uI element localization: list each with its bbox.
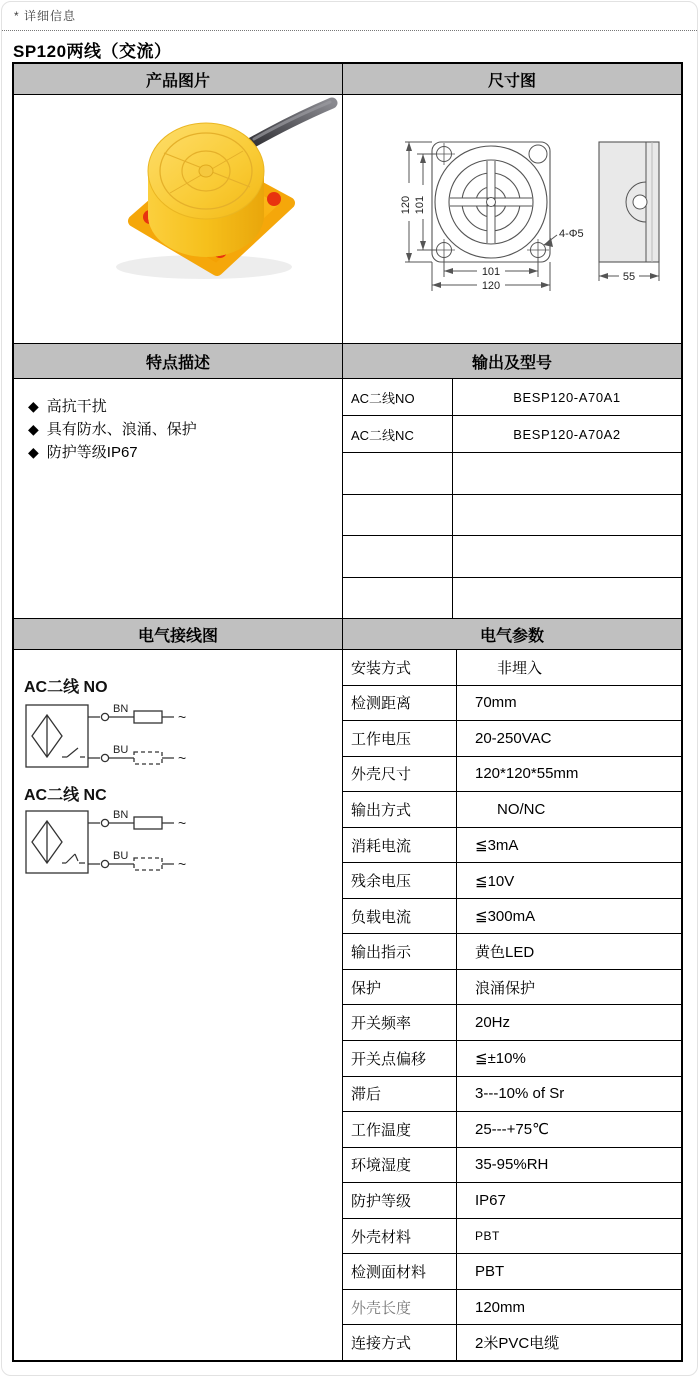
param-value: 120mm (475, 1298, 526, 1316)
ac-tilde: ~ (178, 815, 187, 831)
output-model-cell (343, 379, 681, 618)
param-value: 黄色LED (475, 944, 535, 962)
output-row (343, 416, 681, 453)
param-value: 浪涌保护 (475, 979, 536, 997)
wire-bu-label: BU (113, 850, 129, 862)
param-value: 70mm (475, 694, 517, 712)
output-row (343, 453, 681, 495)
output-type (343, 453, 453, 494)
param-row (343, 1112, 681, 1148)
dim-120-horizontal: 120 (481, 280, 501, 292)
param-value: 120*120*55mm (475, 765, 579, 783)
param-label: 开关频率 (343, 1005, 457, 1040)
diamond-bullet-icon: ◆ (28, 398, 39, 414)
wiring-header: 电气接线图 (14, 619, 343, 649)
param-value: NO/NC (497, 800, 546, 818)
dotted-divider (2, 30, 697, 31)
param-value: 非埋入 (497, 659, 543, 677)
output-model: BESP120-A70A2 (513, 426, 621, 442)
feature-item (28, 418, 342, 441)
param-value: PBT (475, 1263, 505, 1281)
param-value: PBT (475, 1229, 500, 1244)
param-value: 20Hz (475, 1014, 511, 1032)
feature-item (28, 441, 342, 464)
product-image-header: 产品图片 (14, 64, 343, 94)
param-label: 连接方式 (343, 1325, 457, 1360)
dimension-header: 尺寸图 (487, 72, 536, 90)
param-label: 负载电流 (343, 899, 457, 934)
feature-text: 防护等级IP67 (46, 444, 138, 461)
param-row (343, 828, 681, 864)
param-row (343, 1183, 681, 1219)
param-value: 3---10% of Sr (475, 1085, 565, 1103)
wire-bu-label: BU (113, 744, 129, 756)
wiring-diagram (14, 660, 342, 910)
param-value: 25---+75℃ (475, 1121, 549, 1139)
wiring-no-label: AC二线 NO (24, 679, 108, 696)
param-value: IP67 (475, 1191, 506, 1209)
feature-text: 高抗干扰 (46, 398, 107, 415)
output-model (453, 578, 681, 619)
param-label: 输出方式 (343, 792, 457, 827)
output-model: BESP120-A70A1 (513, 389, 621, 405)
ac-tilde: ~ (178, 709, 187, 725)
param-label: 开关点偏移 (343, 1041, 457, 1076)
output-row (343, 578, 681, 619)
param-value: ≦10V (475, 872, 515, 890)
diamond-bullet-icon: ◆ (28, 444, 39, 460)
param-row (343, 650, 681, 686)
output-row (343, 495, 681, 537)
dim-101-horizontal: 101 (481, 266, 501, 278)
electrical-params-cell (343, 650, 681, 1360)
dim-depth-label: 55 (622, 271, 636, 283)
header-row-2 (14, 344, 681, 379)
spec-table (12, 62, 683, 1362)
features-header: 特点描述 (14, 344, 343, 378)
dim-holes-label: 4-Φ5 (559, 228, 584, 240)
param-label: 外壳长度 (343, 1290, 457, 1325)
ac-tilde: ~ (178, 750, 187, 766)
param-label: 环境湿度 (343, 1148, 457, 1183)
param-row (343, 1077, 681, 1113)
features-cell (14, 379, 343, 618)
param-row (343, 863, 681, 899)
details-note: * 详细信息 (14, 9, 77, 23)
param-value: 35-95%RH (475, 1156, 549, 1174)
image-row (14, 95, 681, 344)
dim-101-vertical: 101 (414, 195, 426, 215)
param-row (343, 899, 681, 935)
output-type (343, 536, 453, 577)
features-output-row (14, 379, 681, 619)
wiring-nc-label: AC二线 NC (24, 787, 107, 804)
output-model (453, 453, 681, 494)
param-label: 外壳尺寸 (343, 757, 457, 792)
param-row (343, 970, 681, 1006)
param-value: ≦±10% (475, 1050, 526, 1068)
output-model-table (343, 379, 681, 618)
output-model-header: 输出及型号 (471, 354, 552, 372)
param-row (343, 686, 681, 722)
diamond-bullet-icon: ◆ (28, 421, 39, 437)
param-value: 20-250VAC (475, 729, 552, 747)
param-row (343, 1325, 681, 1360)
param-row (343, 1148, 681, 1184)
wiring-cell (14, 650, 343, 1360)
product-image-cell (14, 95, 343, 343)
param-label: 消耗电流 (343, 828, 457, 863)
ac-tilde: ~ (178, 856, 187, 872)
param-row (343, 934, 681, 970)
output-row (343, 536, 681, 578)
header-row-1 (14, 64, 681, 95)
param-value: 2米PVC电缆 (475, 1335, 560, 1353)
output-type: AC二线NC (343, 416, 453, 452)
product-photo (14, 95, 342, 343)
param-row (343, 1290, 681, 1326)
param-row (343, 757, 681, 793)
param-row (343, 792, 681, 828)
electrical-params-header: 电气参数 (479, 627, 544, 645)
param-label: 外壳材料 (343, 1219, 457, 1254)
output-model (453, 495, 681, 536)
param-value: ≦300mA (475, 908, 536, 926)
param-label: 工作温度 (343, 1112, 457, 1147)
param-label: 检测距离 (343, 686, 457, 721)
param-label: 检测面材料 (343, 1254, 457, 1289)
wire-bn-label: BN (113, 703, 129, 715)
output-type (343, 495, 453, 536)
electrical-params-table (343, 650, 681, 1360)
page-title: SP120两线（交流） (13, 42, 172, 61)
output-type: AC二线NO (343, 379, 453, 415)
param-row (343, 1219, 681, 1255)
param-label: 保护 (343, 970, 457, 1005)
feature-item (28, 395, 342, 418)
feature-text: 具有防水、浪涌、保护 (46, 421, 197, 438)
param-value: ≦3mA (475, 837, 519, 854)
param-label: 安装方式 (343, 650, 457, 685)
dim-120-vertical: 120 (400, 195, 412, 215)
header-row-3 (14, 619, 681, 650)
param-label: 滞后 (343, 1077, 457, 1112)
param-row (343, 1254, 681, 1290)
param-row (343, 721, 681, 757)
param-label: 输出指示 (343, 934, 457, 969)
dimension-drawing (343, 95, 684, 343)
output-type (343, 578, 453, 619)
param-row (343, 1041, 681, 1077)
param-label: 残余电压 (343, 863, 457, 898)
param-label: 工作电压 (343, 721, 457, 756)
wiring-params-row (14, 650, 681, 1360)
param-row (343, 1005, 681, 1041)
wire-bn-label: BN (113, 809, 129, 821)
output-row (343, 379, 681, 416)
param-label: 防护等级 (343, 1183, 457, 1218)
output-model (453, 536, 681, 577)
dimension-cell (343, 95, 684, 343)
